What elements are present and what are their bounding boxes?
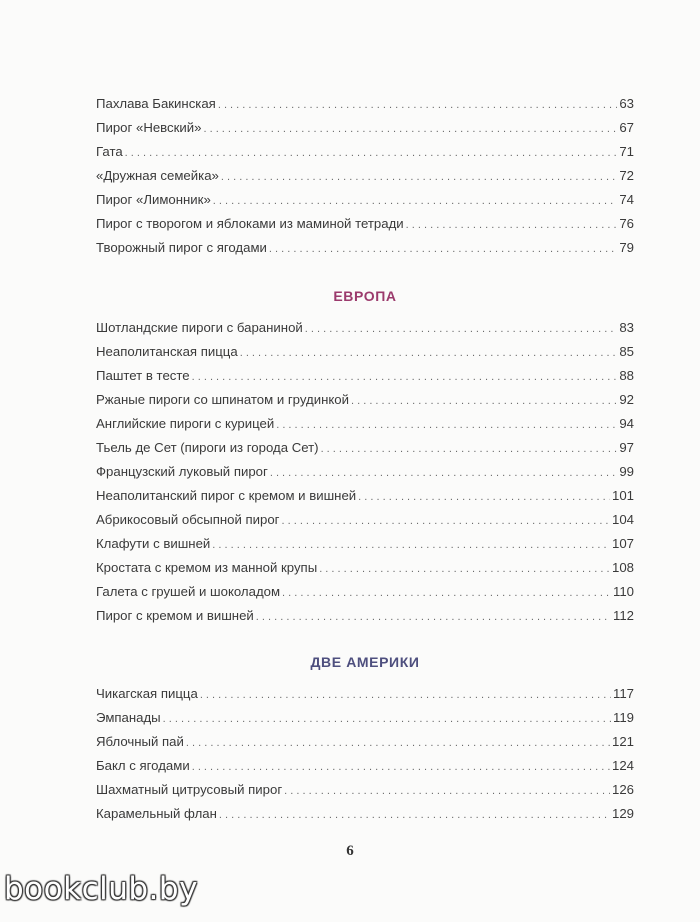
toc-entry-title: Галета с грушей и шоколадом (96, 584, 281, 599)
toc-entry-page: 104 (611, 512, 634, 527)
toc-entry (96, 120, 634, 137)
toc-entry (96, 758, 634, 775)
toc-entry-title: Английские пироги с курицей (96, 416, 275, 431)
toc-entry-title: Чикагская пицца (96, 686, 198, 701)
toc-entry-title: Пирог с кремом и вишней (96, 608, 254, 623)
toc-entry-page: 110 (612, 584, 634, 599)
dot-leader (321, 441, 618, 457)
dot-leader (213, 193, 618, 209)
toc-entry-page: 117 (612, 686, 634, 701)
toc-entry-page: 129 (611, 806, 634, 821)
toc-entry-title: Кростата с кремом из манной крупы (96, 560, 318, 575)
toc-entry-title: Пирог «Невский» (96, 120, 202, 135)
toc-entry (96, 320, 634, 337)
toc-entry (96, 144, 634, 161)
toc-entry (96, 464, 634, 481)
dot-leader (212, 537, 610, 553)
toc-entry-page: 124 (611, 758, 634, 773)
toc-entry-page: 76 (619, 216, 634, 231)
toc-entry-page: 88 (619, 368, 634, 383)
page-number: 6 (346, 843, 354, 859)
dot-leader (284, 783, 610, 799)
toc-entry-page: 92 (619, 392, 634, 407)
dot-leader (358, 489, 610, 505)
toc-entry-page: 108 (611, 560, 634, 575)
dot-leader (186, 735, 610, 751)
toc-entry (96, 392, 634, 409)
section-heading-americas: ДВЕ АМЕРИКИ (310, 654, 420, 670)
dot-leader (219, 807, 610, 823)
dot-leader (351, 393, 617, 409)
toc-entry (96, 806, 634, 823)
toc-entry-title: Пирог с творогом и яблоками из маминой тетради (96, 216, 404, 231)
toc-entry (96, 584, 634, 601)
toc-entry-title: Абрикосовый обсыпной пирог (96, 512, 280, 527)
toc-entry (96, 416, 634, 433)
toc-entry (96, 344, 634, 361)
toc-entry-page: 107 (611, 536, 634, 551)
toc-entry (96, 96, 634, 113)
toc-entry-page: 67 (619, 120, 634, 135)
toc-entry (96, 536, 634, 553)
toc-entry-title: Пирог «Лимонник» (96, 192, 211, 207)
dot-leader (269, 241, 617, 257)
section-heading-europe: ЕВРОПА (333, 288, 397, 304)
watermark-logo: bookclub.by (4, 871, 198, 907)
toc-entry-title: Карамельный флан (96, 806, 217, 821)
toc-entry-page: 119 (612, 710, 634, 725)
dot-leader (281, 513, 610, 529)
toc-entry-page: 72 (619, 168, 634, 183)
toc-entry (96, 512, 634, 529)
toc-entry (96, 368, 634, 385)
toc-entry (96, 488, 634, 505)
toc-entry (96, 686, 634, 703)
dot-leader (256, 609, 611, 625)
toc-entry-title: Тьель де Сет (пироги из города Сет) (96, 440, 319, 455)
toc-entry-page: 63 (619, 96, 634, 111)
toc-entry-title: Яблочный пай (96, 734, 184, 749)
dot-leader (218, 97, 618, 113)
toc-entry-title: Французский луковый пирог (96, 464, 268, 479)
toc-entry-title: «Дружная семейка» (96, 168, 219, 183)
dot-leader (203, 121, 617, 137)
toc-entry-title: Творожный пирог с ягодами (96, 240, 267, 255)
toc-entry-page: 112 (612, 608, 634, 623)
toc-entry (96, 608, 634, 625)
toc-entry-page: 85 (619, 344, 634, 359)
dot-leader (319, 561, 610, 577)
toc-entry-title: Неаполитанский пирог с кремом и вишней (96, 488, 357, 503)
dot-leader (282, 585, 611, 601)
toc-entry-title: Неаполитанская пицца (96, 344, 238, 359)
toc-entry-page: 101 (611, 488, 634, 503)
toc-entry-title: Эмпанады (96, 710, 161, 725)
toc-entry (96, 240, 634, 257)
toc-entry-page: 94 (619, 416, 634, 431)
toc-entry-title: Пахлава Бакинская (96, 96, 216, 111)
toc-entry (96, 710, 634, 727)
toc-entry (96, 782, 634, 799)
toc-entry-page: 74 (619, 192, 634, 207)
toc-entry (96, 168, 634, 185)
dot-leader (240, 345, 618, 361)
toc-entry-page: 121 (611, 734, 634, 749)
toc-entry (96, 216, 634, 233)
toc-entry-title: Шахматный цитрусовый пирог (96, 782, 283, 797)
dot-leader (221, 169, 617, 185)
dot-leader (192, 759, 610, 775)
dot-leader (270, 465, 618, 481)
dot-leader (192, 369, 618, 385)
toc-entry-title: Бакл с ягодами (96, 758, 190, 773)
toc-entry-page: 79 (619, 240, 634, 255)
toc-entry (96, 192, 634, 209)
toc-entry-title: Клафути с вишней (96, 536, 211, 551)
toc-entry-title: Гата (96, 144, 123, 159)
toc-entry-title: Шотландские пироги с бараниной (96, 320, 303, 335)
toc-entry-page: 97 (619, 440, 634, 455)
dot-leader (163, 711, 611, 727)
toc-entry (96, 440, 634, 457)
toc-entry-page: 71 (619, 144, 634, 159)
toc-entry (96, 734, 634, 751)
toc-entry-title: Ржаные пироги со шпинатом и грудинкой (96, 392, 349, 407)
dot-leader (276, 417, 617, 433)
dot-leader (406, 217, 618, 233)
toc-entry-page: 126 (611, 782, 634, 797)
dot-leader (200, 687, 611, 703)
dot-leader (305, 321, 618, 337)
toc-entry-page: 83 (619, 320, 634, 335)
toc-entry-page: 99 (619, 464, 634, 479)
dot-leader (125, 145, 618, 161)
toc-entry (96, 560, 634, 577)
toc-entry-title: Паштет в тесте (96, 368, 190, 383)
